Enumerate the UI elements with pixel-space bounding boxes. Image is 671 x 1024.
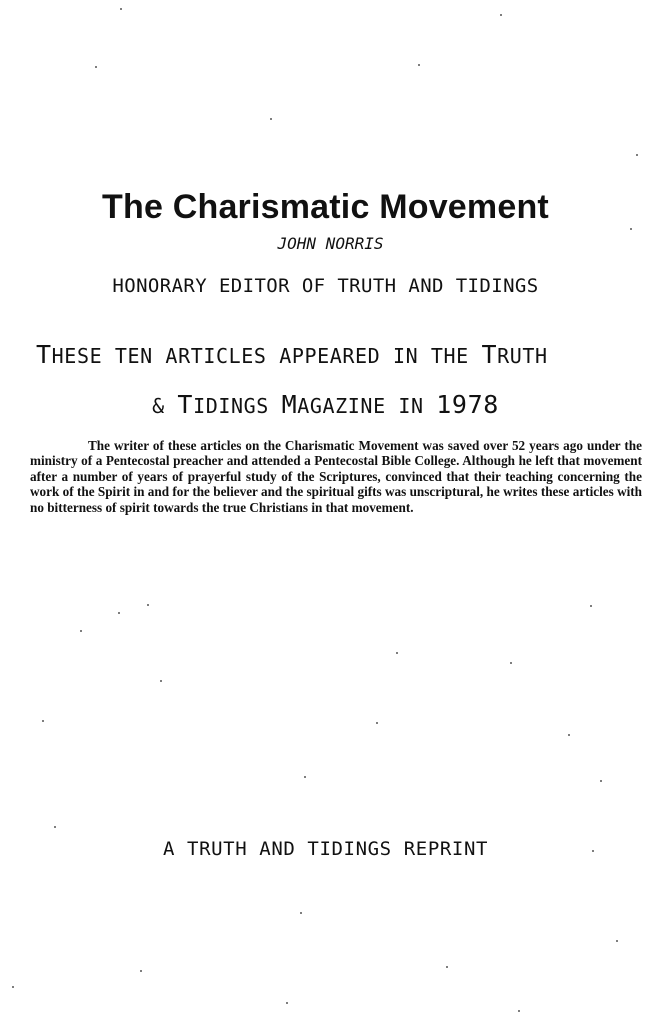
note-text: AGAZINE IN [297,394,437,418]
scan-speck [270,118,272,120]
scan-speck [304,776,306,778]
scan-speck [118,612,120,614]
scan-speck [616,940,618,942]
publication-note-line-2 [0,390,661,419]
scan-speck [568,734,570,736]
scan-speck [376,722,378,724]
scan-speck [80,630,82,632]
author-name: JOHN NORRIS [277,234,384,253]
note-text: IDINGS [193,394,282,418]
note-initial: T [36,340,52,369]
note-text: HESE TEN ARTICLES APPEARED IN THE [51,344,482,368]
scan-speck [396,652,398,654]
note-initial: M [281,390,298,419]
scan-speck [160,680,162,682]
scan-speck [120,8,122,10]
scan-speck [590,605,592,607]
scan-speck [95,66,97,68]
scan-speck [592,850,594,852]
scan-speck [42,720,44,722]
note-text: RUTH [497,344,548,368]
scan-speck [510,662,512,664]
scan-speck [418,64,420,66]
scan-speck [600,780,602,782]
publication-note-line-1 [36,340,636,369]
note-text: & [152,394,178,418]
note-initial: T [177,390,194,419]
scan-speck [147,604,149,606]
document-title: The Charismatic Movement [102,188,549,226]
reprint-line: A TRUTH AND TIDINGS REPRINT [162,838,489,860]
scan-speck [54,826,56,828]
scan-speck [518,1010,520,1012]
scan-speck [286,1002,288,1004]
scan-speck [636,154,638,156]
scan-speck [140,970,142,972]
editor-line: HONORARY EDITOR OF TRUTH AND TIDINGS [112,275,539,297]
scan-speck [12,986,14,988]
scan-speck [300,912,302,914]
scan-speck [500,14,502,16]
note-initial: T [481,340,498,369]
note-year: 1978 [436,390,499,419]
scan-speck [446,966,448,968]
scan-speck [630,228,632,230]
intro-paragraph: The writer of these articles on the Charismatic Movement was saved over 52 years ago under the ministry of a Pentecostal preacher and attended a Pentecostal Bible College. Although he left that movement after a number of years of prayerful study of the Scriptures, convinced that their teaching concerning the work of the Spirit in and for the believer and the spiritual gifts was unscriptural, he writes these articles with no bitterness of spirit towards the true Christians in that movement. [30,438,642,515]
